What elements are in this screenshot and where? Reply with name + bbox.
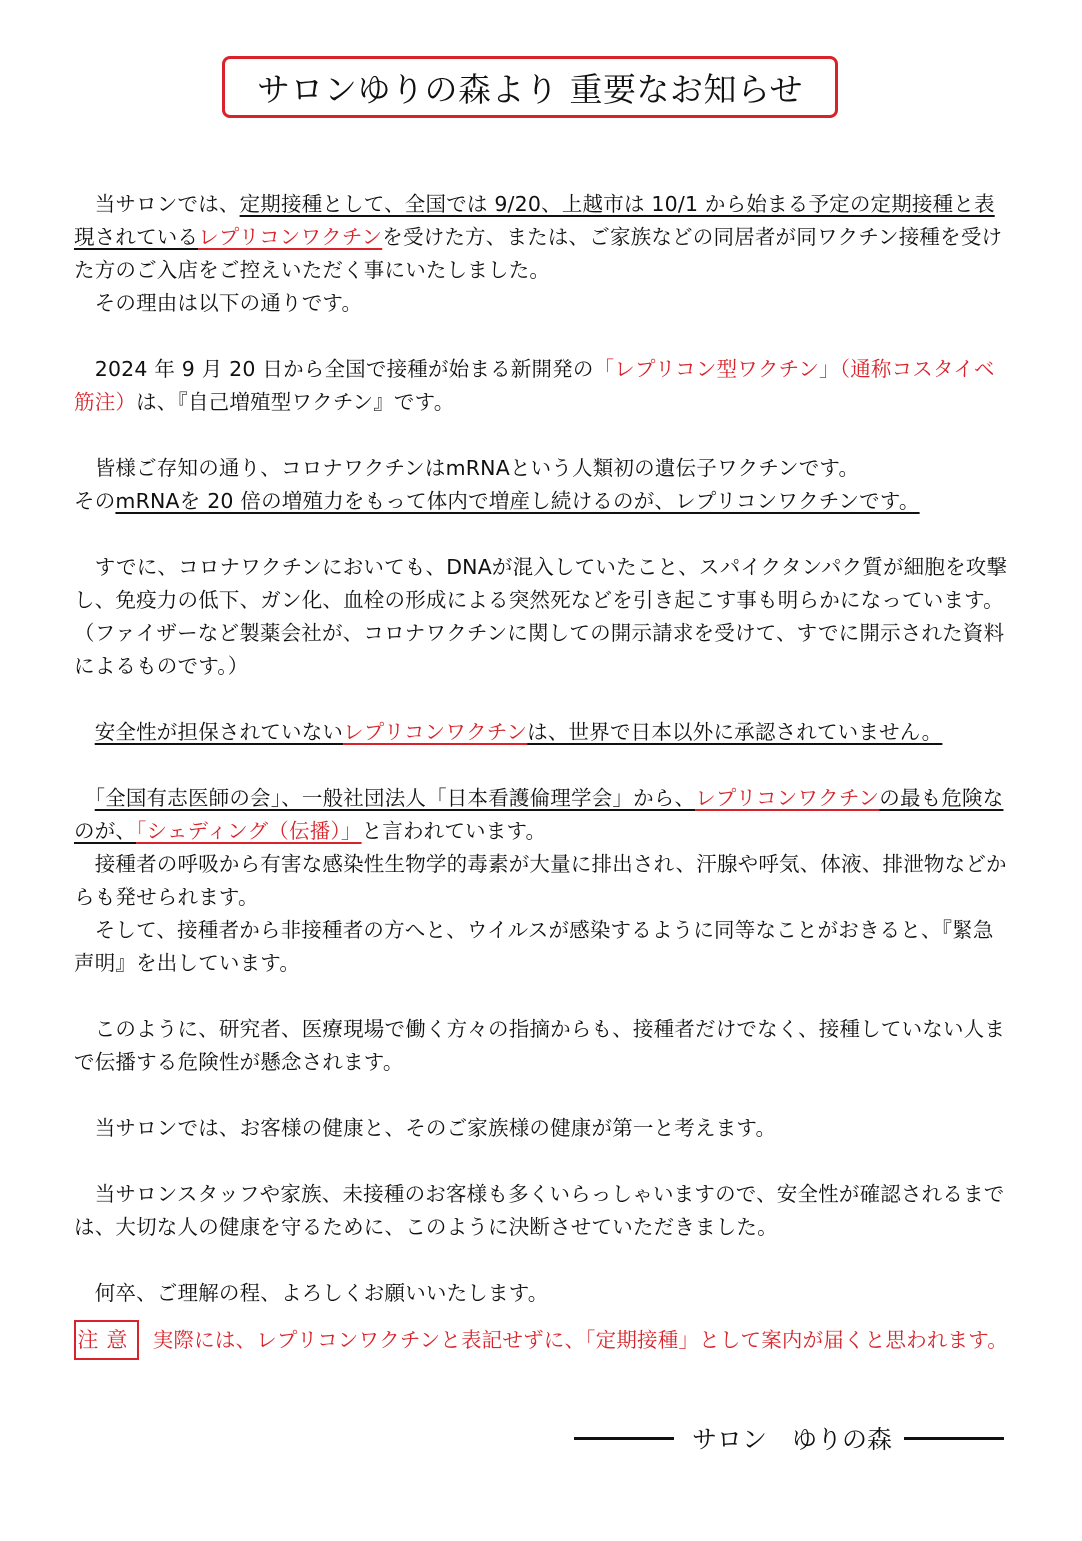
notice-body <box>74 188 1008 1360</box>
paragraph-toxins: 接種者の呼吸から有害な感染性生物学的毒素が大量に排出され、汗腺や呼気、体液、排泄物などからも発せられます。 <box>74 852 1007 909</box>
paragraph-emergency-statement: そして、接種者から非接種者の方へと、ウイルスが感染するように同等なことがおきると、『緊急声明』を出しています。 <box>74 918 994 975</box>
paragraph-mrna: 皆様ご存知の通り、コロナワクチンはmRNAという人類初の遺伝子ワクチンです。 <box>74 456 860 480</box>
paragraph-shedding: 「全国有志医師の会」、一般社団法人「日本看護倫理学会」から、レプリコンワクチンの最も危険なのが、「シェディング（伝播）」と言われています。 <box>74 786 1004 843</box>
paragraph-replicon-intro: 2024 年 9 月 20 日から全国で接種が始まる新開発の「レプリコン型ワクチン」（通称コスタイベ筋注）は、『自己増殖型ワクチン』です。 <box>74 357 995 414</box>
notice-title: サロンゆりの森より 重要なお知らせ <box>257 69 803 109</box>
paragraph-intro: 当サロンでは、定期接種として、全国では 9/20、上越市は 10/1 から始まる予定の定期接種と表現されているレプリコンワクチンを受けた方、または、ご家族などの同居者が同ワクチン接種を受けた方のご入店をご控えいただく事にいたしました。 <box>74 192 1003 282</box>
caution-note <box>74 1320 1008 1360</box>
paragraph-covid-findings: すでに、コロナワクチンにおいても、DNAが混入していたこと、スパイクタンパク質が細胞を攻撃し、免疫力の低下、ガン化、血栓の形成による突然死などを引き起こす事も明らかになっています。（ファイザーなど製薬会社が、コロナワクチンに関しての開示請求を受けて、すでに開示された資料によるものです。） <box>74 555 1008 678</box>
paragraph-mrna-replicate: そのmRNAを 20 倍の増殖力をもって体内で増産し続けるのが、レプリコンワクチンです。 <box>74 489 920 513</box>
signature-line-left <box>574 1437 674 1440</box>
paragraph-reason-lead: その理由は以下の通りです。 <box>74 291 363 315</box>
signature-line-right <box>904 1437 1004 1440</box>
paragraph-closing: 何卒、ご理解の程、よろしくお願いいたします。 <box>74 1281 549 1305</box>
paragraph-decision: 当サロンスタッフや家族、未接種のお客様も多くいらっしゃいますので、安全性が確認されるまでは、大切な人の健康を守るために、このように決断させていただきました。 <box>74 1182 1005 1239</box>
paragraph-health-first: 当サロンでは、お客様の健康と、そのご家族様の健康が第一と考えます。 <box>74 1116 777 1140</box>
caution-badge: 注意 <box>74 1320 139 1360</box>
paragraph-approval: 安全性が担保されていないレプリコンワクチンは、世界で日本以外に承認されていません。 <box>94 720 943 744</box>
paragraph-concern: このように、研究者、医療現場で働く方々の指摘からも、接種者だけでなく、接種していない人まで伝播する危険性が懸念されます。 <box>74 1017 1006 1074</box>
signature <box>574 1420 1016 1456</box>
notice-title-box <box>222 56 838 118</box>
signature-name: サロン ゆりの森 <box>692 1425 893 1454</box>
caution-text: 実際には、レプリコンワクチンと表記せずに、「定期接種」として案内が届くと思われます。 <box>152 1327 1008 1352</box>
